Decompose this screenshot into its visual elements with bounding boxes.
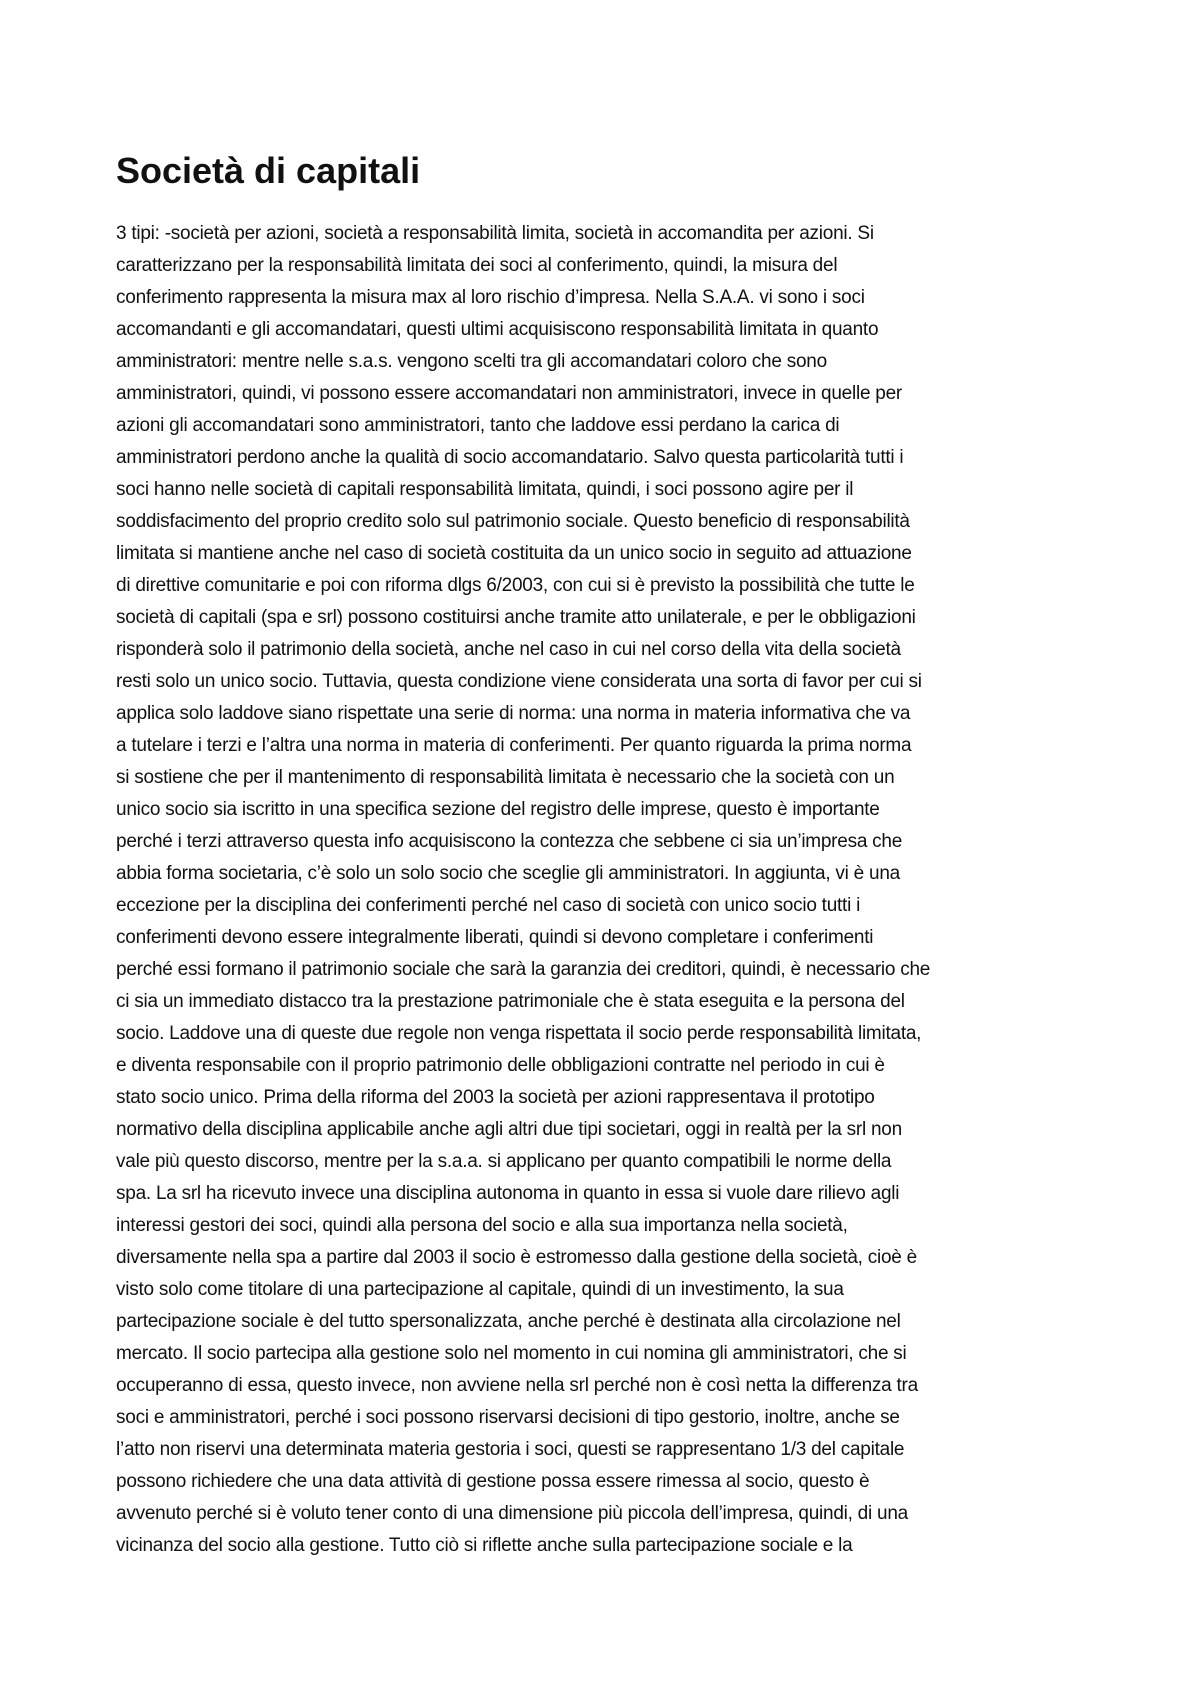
text-line: applica solo laddove siano rispettate una serie di norma: una norma in materia informativa che va — [116, 703, 911, 724]
text-line: conferimento rappresenta la misura max al loro rischio d’impresa. Nella S.A.A. vi sono i soci — [116, 287, 865, 308]
text-line: azioni gli accomandatari sono amministratori, tanto che laddove essi perdano la carica di — [116, 415, 840, 436]
text-line: limitata si mantiene anche nel caso di società costituita da un unico socio in seguito ad attuazione — [116, 543, 912, 564]
text-line: diversamente nella spa a partire dal 2003 il socio è estromesso dalla gestione della società, cioè è — [116, 1247, 917, 1268]
text-line: risponderà solo il patrimonio della società, anche nel caso in cui nel corso della vita della società — [116, 639, 901, 660]
text-line: eccezione per la disciplina dei conferimenti perché nel caso di società con unico socio tutti i — [116, 895, 861, 916]
text-line: accomandanti e gli accomandatari, questi ultimi acquisiscono responsabilità limitata in quanto — [116, 319, 879, 340]
text-line: perché i terzi attraverso questa info acquisiscono la contezza che sebbene ci sia un’impresa che — [116, 831, 903, 852]
text-line: resti solo un unico socio. Tuttavia, questa condizione viene considerata una sorta di favor per cui si — [116, 671, 922, 692]
text-line: ci sia un immediato distacco tra la prestazione patrimoniale che è stata eseguita e la persona del — [116, 991, 905, 1012]
text-line: vicinanza del socio alla gestione. Tutto ciò si riflette anche sulla partecipazione sociale e la — [116, 1535, 853, 1556]
text-line: si sostiene che per il mantenimento di responsabilità limitata è necessario che la società con un — [116, 767, 895, 788]
text-line: soci hanno nelle società di capitali responsabilità limitata, quindi, i soci possono agire per il — [116, 479, 854, 500]
text-line: possono richiedere che una data attività di gestione possa essere rimessa al socio, questo è — [116, 1471, 870, 1492]
text-line: perché essi formano il patrimonio sociale che sarà la garanzia dei creditori, quindi, è necessario che — [116, 959, 931, 980]
text-line: amministratori, quindi, vi possono essere accomandatari non amministratori, invece in quelle per — [116, 383, 902, 404]
text-line: socio. Laddove una di queste due regole non venga rispettata il socio perde responsabilità limitata, — [116, 1023, 922, 1044]
text-line: di direttive comunitarie e poi con riforma dlgs 6/2003, con cui si è previsto la possibilità che tutte le — [116, 575, 915, 596]
text-line: occuperanno di essa, questo invece, non avviene nella srl perché non è così netta la differenza tra — [116, 1375, 918, 1396]
document-body — [116, 218, 1096, 1562]
text-line: a tutelare i terzi e l’altra una norma in materia di conferimenti. Per quanto riguarda la prima norma — [116, 735, 912, 756]
text-line: conferimenti devono essere integralmente liberati, quindi si devono completare i conferimenti — [116, 927, 874, 948]
text-line: visto solo come titolare di una partecipazione al capitale, quindi di un investimento, la sua — [116, 1279, 844, 1300]
text-line: mercato. Il socio partecipa alla gestione solo nel momento in cui nomina gli amministratori, che si — [116, 1343, 907, 1364]
text-line: amministratori perdono anche la qualità di socio accomandatario. Salvo questa particolarità tutti i — [116, 447, 904, 468]
text-line: spa. La srl ha ricevuto invece una disciplina autonoma in quanto in essa si vuole dare rilievo agli — [116, 1183, 900, 1204]
text-line: caratterizzano per la responsabilità limitata dei soci al conferimento, quindi, la misura del — [116, 255, 838, 276]
text-line: unico socio sia iscritto in una specifica sezione del registro delle imprese, questo è importante — [116, 799, 880, 820]
text-line: soci e amministratori, perché i soci possono riservarsi decisioni di tipo gestorio, inoltre, anche se — [116, 1407, 900, 1428]
text-line: amministratori: mentre nelle s.a.s. vengono scelti tra gli accomandatari coloro che sono — [116, 351, 827, 372]
text-line: avvenuto perché si è voluto tener conto di una dimensione più piccola dell’impresa, quindi, di una — [116, 1503, 908, 1524]
text-line: vale più questo discorso, mentre per la s.a.a. si applicano per quanto compatibili le norme della — [116, 1151, 892, 1172]
text-line: normativo della disciplina applicabile anche agli altri due tipi societari, oggi in realtà per la srl non — [116, 1119, 902, 1140]
text-line: interessi gestori dei soci, quindi alla persona del socio e alla sua importanza nella società, — [116, 1215, 848, 1236]
text-line: 3 tipi: -società per azioni, società a responsabilità limita, società in accomandita per azioni. Si — [116, 223, 874, 244]
text-line: l’atto non riservi una determinata materia gestoria i soci, questi se rappresentano 1/3 del capitale — [116, 1439, 905, 1460]
document-title: Società di capitali — [116, 150, 421, 191]
text-line: stato socio unico. Prima della riforma del 2003 la società per azioni rappresentava il prototipo — [116, 1087, 875, 1108]
text-line: soddisfacimento del proprio credito solo sul patrimonio sociale. Questo beneficio di responsabilità — [116, 511, 910, 532]
text-line: partecipazione sociale è del tutto spersonalizzata, anche perché è destinata alla circolazione nel — [116, 1311, 901, 1332]
text-line: e diventa responsabile con il proprio patrimonio delle obbligazioni contratte nel periodo in cui è — [116, 1055, 885, 1076]
text-line: abbia forma societaria, c’è solo un solo socio che sceglie gli amministratori. In aggiunta, vi è una — [116, 863, 900, 884]
text-line: società di capitali (spa e srl) possono costituirsi anche tramite atto unilaterale, e per le obbligazioni — [116, 607, 916, 628]
